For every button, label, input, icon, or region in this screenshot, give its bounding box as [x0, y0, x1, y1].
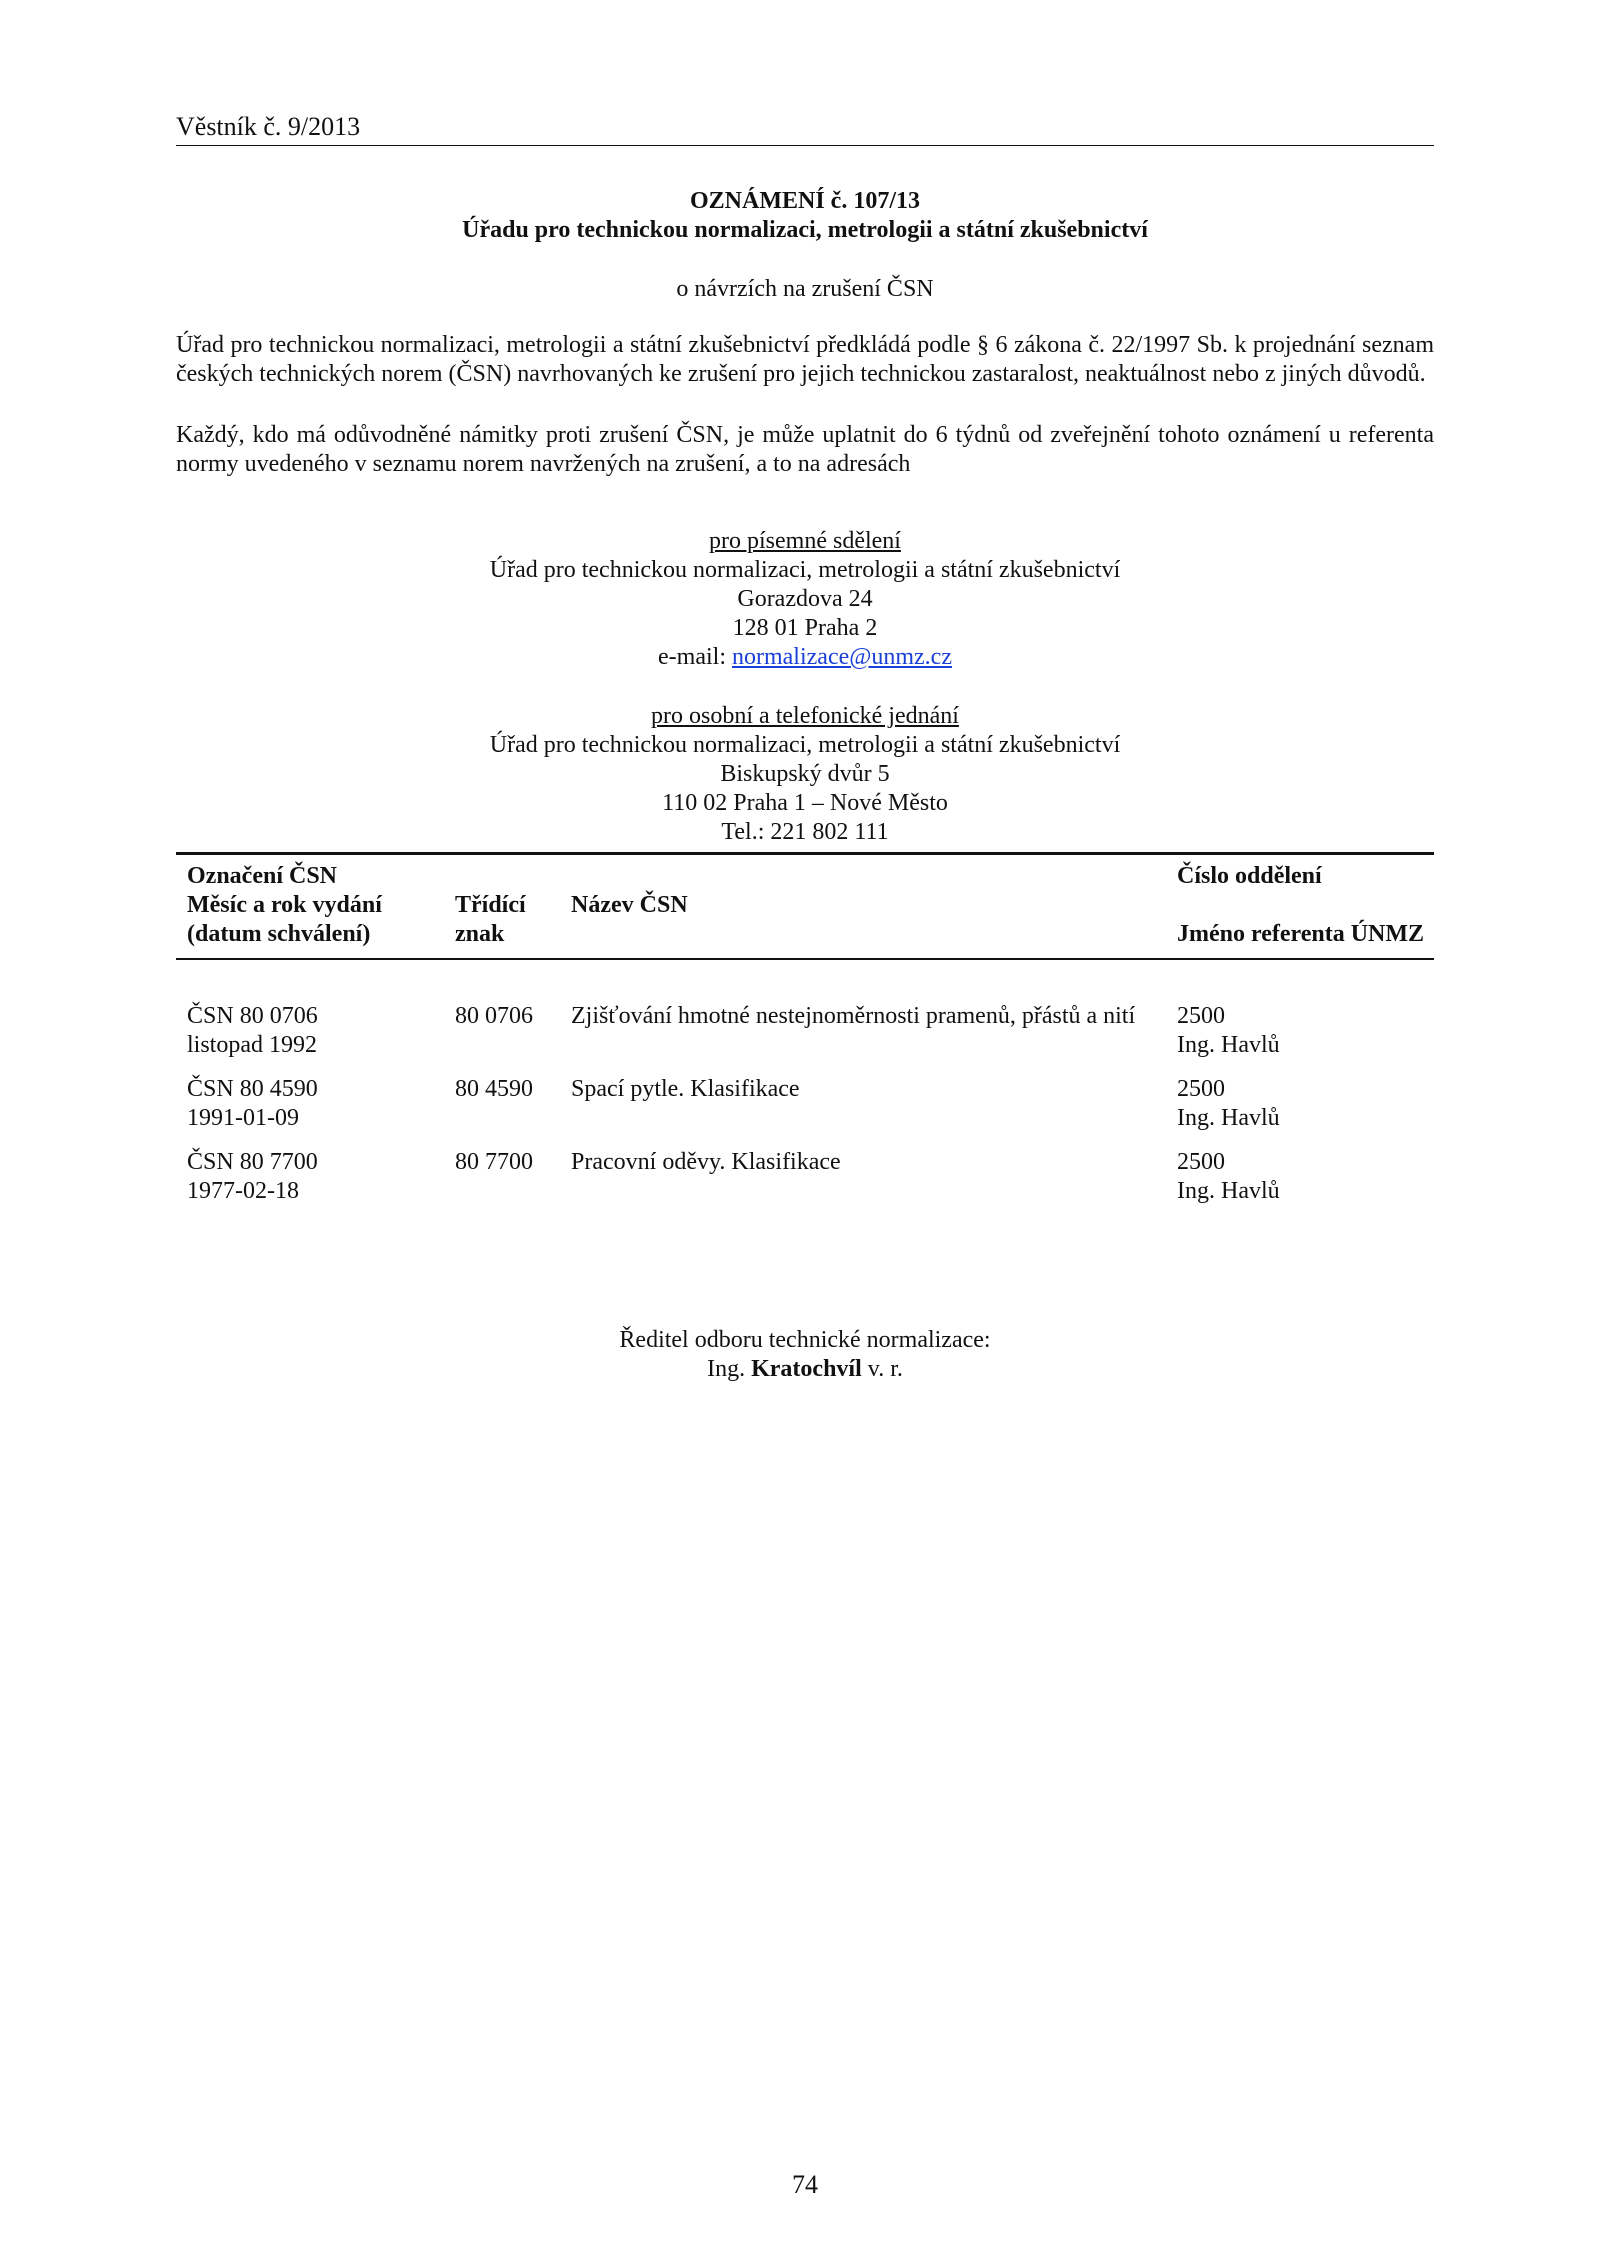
signatory-surname: Kratochvíl: [751, 1356, 862, 1382]
personal-contact-phone: Tel.: 221 802 111: [721, 819, 889, 845]
standard-name: Pracovní oděvy. Klasifikace: [571, 1149, 841, 1175]
issue-date: listopad 1992: [187, 1032, 317, 1058]
signature-block: [176, 1326, 1434, 1384]
announcement-subject: o návrzích na zrušení ČSN: [676, 276, 934, 302]
standard-name: Spací pytle. Klasifikace: [571, 1076, 800, 1102]
referent-name: Ing. Havlů: [1177, 1032, 1280, 1058]
header-divider: [176, 145, 1434, 146]
designation-cell: [187, 1075, 318, 1133]
table-row: [176, 1148, 1434, 1206]
table-header-rule: [176, 958, 1434, 960]
page-number: 74: [792, 2170, 818, 2199]
announcement-number: OZNÁMENÍ č. 107/13: [690, 188, 920, 214]
table-top-rule: [176, 852, 1434, 855]
header-approval-date: (datum schválení): [187, 921, 371, 947]
written-contact-email-line: [176, 643, 1434, 672]
table-row: [176, 1075, 1434, 1133]
email-label: e-mail:: [658, 644, 732, 670]
department-number: 2500: [1177, 1149, 1225, 1175]
referent-cell: [1177, 1148, 1280, 1206]
signatory-title: Ing.: [707, 1356, 746, 1382]
table-header: [176, 862, 1434, 952]
class-code: 80 0706: [455, 1003, 533, 1029]
issue-date: 1977-02-18: [187, 1178, 299, 1204]
header-issue-month: Měsíc a rok vydání: [187, 892, 382, 918]
objections-paragraph: Každý, kdo má odůvodněné námitky proti zrušení ČSN, je může uplatnit do 6 týdnů od zveřejnění tohoto oznámení u referenta normy uvedeného v seznamu norem navržených na zrušení, a to na adresách: [176, 422, 1434, 477]
referent-cell: [1177, 1075, 1280, 1133]
personal-contact-block: [176, 702, 1434, 847]
email-link[interactable]: normalizace@unmz.cz: [731, 644, 952, 670]
signatory-name-line: [176, 1355, 1434, 1384]
personal-contact-heading: pro osobní a telefonické jednání: [651, 703, 959, 729]
designation-cell: [187, 1002, 318, 1060]
personal-contact-street: Biskupský dvůr 5: [720, 761, 890, 787]
personal-contact-office: Úřad pro technickou normalizaci, metrologii a státní zkušebnictví: [489, 732, 1121, 758]
written-contact-city: 128 01 Praha 2: [732, 615, 878, 641]
title-block: [176, 187, 1434, 304]
referent-name: Ing. Havlů: [1177, 1178, 1280, 1204]
class-code: 80 7700: [455, 1149, 533, 1175]
signature-suffix: v. r.: [867, 1356, 903, 1382]
designation: ČSN 80 0706: [187, 1003, 318, 1029]
issuing-authority: Úřadu pro technickou normalizaci, metrologii a státní zkušebnictví: [462, 217, 1148, 243]
written-contact-office: Úřad pro technickou normalizaci, metrologii a státní zkušebnictví: [489, 557, 1121, 583]
intro-paragraph: Úřad pro technickou normalizaci, metrologii a státní zkušebnictví předkládá podle § 6 zákona č. 22/1997 Sb. k projednání seznam českých technických norem (ČSN) navrhovaných ke zrušení pro jejich technickou zastaralost, neaktuálnost nebo z jiných důvodů.: [176, 332, 1434, 387]
header-designation: Označení ČSN: [187, 863, 337, 889]
personal-contact-city: 110 02 Praha 1 – Nové Město: [662, 790, 948, 816]
header-class-code-1: Třídící: [455, 892, 526, 918]
header-class-code-2: znak: [455, 921, 505, 947]
standard-name: Zjišťování hmotné nestejnoměrnosti pramenů, přástů a nití: [571, 1003, 1136, 1029]
department-number: 2500: [1177, 1076, 1225, 1102]
designation-cell: [187, 1148, 318, 1206]
designation: ČSN 80 7700: [187, 1149, 318, 1175]
class-code: 80 4590: [455, 1076, 533, 1102]
table-body: [176, 1002, 1434, 1221]
table-row: [176, 1002, 1434, 1060]
signatory-role: Ředitel odboru technické normalizace:: [619, 1327, 991, 1353]
department-number: 2500: [1177, 1003, 1225, 1029]
header-department-number: Číslo oddělení: [1177, 863, 1322, 889]
written-contact-heading: pro písemné sdělení: [709, 528, 901, 554]
written-contact-block: [176, 527, 1434, 672]
designation: ČSN 80 4590: [187, 1076, 318, 1102]
referent-cell: [1177, 1002, 1280, 1060]
header-referent-name: Jméno referenta ÚNMZ: [1177, 921, 1425, 947]
referent-name: Ing. Havlů: [1177, 1105, 1280, 1131]
running-header: Věstník č. 9/2013: [176, 112, 361, 141]
written-contact-street: Gorazdova 24: [737, 586, 873, 612]
issue-date: 1991-01-09: [187, 1105, 299, 1131]
header-standard-name: Název ČSN: [571, 892, 688, 918]
